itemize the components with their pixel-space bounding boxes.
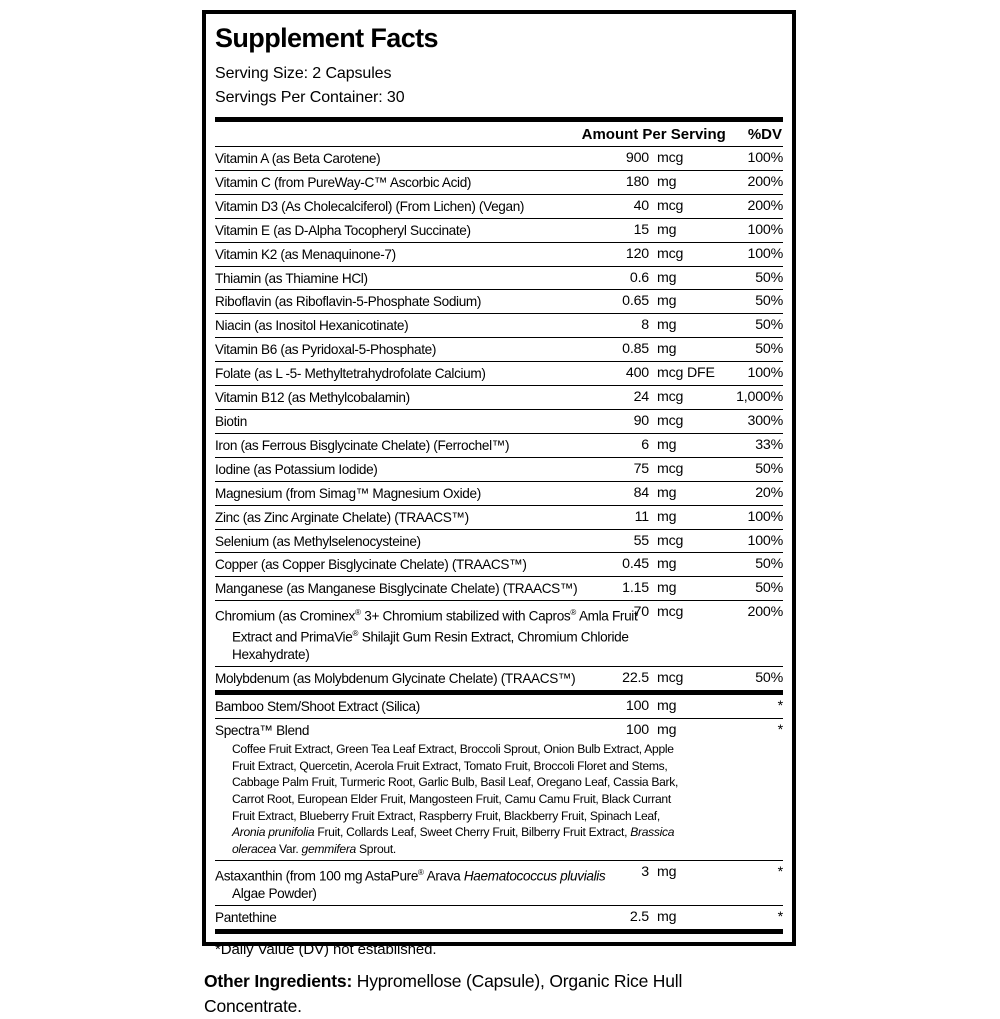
amount-value: 120 xyxy=(625,245,649,262)
ingredient-name: Selenium (as Methylselenocysteine) xyxy=(215,533,421,549)
ingredient-name: Vitamin A (as Beta Carotene) xyxy=(215,151,381,166)
supplement-facts-panel xyxy=(202,10,796,958)
amount-value: 100 xyxy=(625,697,649,714)
ingredient-name-cell xyxy=(215,198,599,215)
daily-value: 100% xyxy=(747,245,783,262)
ingredient-name: Pantethine xyxy=(215,909,277,925)
daily-value: 100% xyxy=(747,365,783,382)
amount-value: 180 xyxy=(625,173,649,190)
amount-value: 900 xyxy=(625,150,649,166)
table-row xyxy=(215,695,783,719)
ingredient-name-cell xyxy=(215,174,599,191)
ingredient-name-cell xyxy=(215,389,599,406)
ingredient-name-cell xyxy=(215,270,599,287)
table-row xyxy=(215,482,783,506)
ingredient-name-cell xyxy=(215,509,599,526)
daily-value: 33% xyxy=(755,436,783,453)
amount-unit: mg xyxy=(657,269,677,286)
daily-value: 50% xyxy=(755,341,783,358)
ingredient-name-cell xyxy=(215,461,599,478)
table-row xyxy=(215,861,783,906)
table-row xyxy=(215,314,783,338)
table-row xyxy=(215,601,783,667)
daily-value: 300% xyxy=(747,412,783,429)
table-row xyxy=(215,362,783,386)
ingredient-name: Copper (as Copper Bisglycinate Chelate) (TRAACS™) xyxy=(215,557,527,573)
ingredient-name: Spectra™ Blend xyxy=(215,722,310,738)
other-ingredients xyxy=(204,969,744,1019)
amount-unit: mcg xyxy=(657,532,684,549)
amount-value: 70 xyxy=(633,604,649,621)
daily-value: 1,000% xyxy=(736,389,783,406)
serving-size: Serving Size: 2 Capsules xyxy=(215,65,392,82)
ingredient-name-cell xyxy=(215,670,599,687)
ingredient-name: Niacin (as Inositol Hexanicotinate) xyxy=(215,318,409,334)
amount-unit: mg xyxy=(657,556,677,573)
amount-unit: mg xyxy=(657,908,677,925)
panel-title: Supplement Facts xyxy=(215,23,438,53)
amount-value: 11 xyxy=(634,508,649,525)
amount-unit: mg xyxy=(657,508,677,525)
ingredient-name: Astaxanthin (from 100 mg AstaPure® Arava Haematococcus pluvialis xyxy=(215,867,606,884)
daily-value: * xyxy=(777,908,783,925)
ingredient-name-cell xyxy=(215,580,599,597)
amount-unit: mg xyxy=(657,317,677,334)
table-row xyxy=(215,410,783,434)
ingredient-name: Iodine (as Potassium Iodide) xyxy=(215,461,378,477)
column-header-amount: Amount Per Serving xyxy=(581,126,726,143)
daily-value: 50% xyxy=(755,293,783,310)
amount-unit: mg xyxy=(657,484,677,501)
ingredient-name-cell xyxy=(215,604,638,663)
ingredient-name-cell xyxy=(215,485,599,502)
amount-value: 15 xyxy=(633,221,649,238)
daily-value: 50% xyxy=(755,269,783,286)
amount-value: 8 xyxy=(641,317,649,334)
amount-unit: mg xyxy=(657,221,677,238)
daily-value: * xyxy=(777,863,783,880)
table-row xyxy=(215,147,783,171)
ingredient-name: Iron (as Ferrous Bisglycinate Chelate) (Ferrochel™) xyxy=(215,437,510,453)
amount-value: 75 xyxy=(633,460,649,477)
ingredient-name: Manganese (as Manganese Bisglycinate Chelate) (TRAACS™) xyxy=(215,581,578,597)
amount-unit: mg xyxy=(657,436,677,453)
daily-value: 100% xyxy=(747,508,783,525)
ingredient-name: Vitamin B6 (as Pyridoxal-5-Phosphate) xyxy=(215,342,437,358)
daily-value: 50% xyxy=(755,670,783,686)
other-ingredients-text: Hypromellose (Capsule), Organic Rice Hull Concentrate. xyxy=(204,970,683,1016)
amount-value: 0.45 xyxy=(622,556,649,573)
daily-value-footnote: *Daily Value (DV) not established. xyxy=(215,940,437,958)
table-row xyxy=(215,434,783,458)
table-row xyxy=(215,577,783,601)
ingredient-name: Folate (as L -5- Methyltetrahydrofolate Calcium) xyxy=(215,366,486,382)
ingredient-name: Vitamin E (as D-Alpha Tocopheryl Succinate) xyxy=(215,222,471,238)
ingredient-name: Vitamin C (from PureWay-C™ Ascorbic Acid) xyxy=(215,174,472,190)
ingredient-name-continued: Extract and PrimaVie® Shilajit Gum Resin Extract, Chromium Chloride xyxy=(232,629,629,645)
amount-unit: mcg xyxy=(657,389,684,406)
table-row xyxy=(215,719,783,861)
table-row xyxy=(215,506,783,530)
amount-unit: mcg xyxy=(657,197,684,214)
ingredient-name: Biotin xyxy=(215,413,247,429)
ingredient-name-continued: Algae Powder) xyxy=(232,885,317,901)
amount-value: 22.5 xyxy=(622,670,649,686)
daily-value: 50% xyxy=(755,317,783,334)
nutrient-table xyxy=(215,147,783,934)
amount-unit: mg xyxy=(657,721,677,738)
ingredient-name-cell xyxy=(215,317,599,334)
ingredient-name-cell xyxy=(215,341,599,358)
table-row xyxy=(215,458,783,482)
ingredient-name-cell xyxy=(215,437,599,454)
ingredient-name-cell xyxy=(215,150,599,167)
amount-value: 40 xyxy=(633,197,649,214)
column-header-dv: %DV xyxy=(747,126,782,143)
ingredient-name-cell xyxy=(215,909,599,926)
table-row xyxy=(215,338,783,362)
amount-unit: mg xyxy=(657,293,677,310)
daily-value: 50% xyxy=(755,556,783,573)
ingredient-name: Vitamin D3 (As Cholecalciferol) (From Lichen) (Vegan) xyxy=(215,198,525,214)
ingredient-name-cell xyxy=(215,293,599,310)
table-row xyxy=(215,386,783,410)
ingredient-name: Thiamin (as Thiamine HCl) xyxy=(215,270,368,286)
table-row xyxy=(215,553,783,577)
amount-value: 400 xyxy=(625,365,649,382)
ingredient-name-cell xyxy=(215,864,606,902)
ingredient-name-cell xyxy=(215,365,599,382)
daily-value: * xyxy=(777,721,783,738)
amount-unit: mcg xyxy=(657,460,684,477)
amount-value: 90 xyxy=(633,412,649,429)
ingredient-name-cell xyxy=(215,533,599,550)
table-row xyxy=(215,530,783,554)
table-row xyxy=(215,195,783,219)
amount-value: 84 xyxy=(633,484,649,501)
daily-value: 100% xyxy=(747,150,783,166)
ingredient-name: Riboflavin (as Riboflavin-5-Phosphate Sodium) xyxy=(215,294,482,310)
amount-unit: mg xyxy=(657,341,677,358)
ingredient-name-cell xyxy=(215,698,599,715)
other-ingredients-label: Other Ingredients: xyxy=(204,970,353,991)
table-header xyxy=(215,117,783,147)
table-row xyxy=(215,267,783,291)
daily-value: 200% xyxy=(747,197,783,214)
amount-value: 0.85 xyxy=(622,341,649,358)
ingredient-name: Vitamin B12 (as Methylcobalamin) xyxy=(215,390,410,406)
blend-ingredient-list: Coffee Fruit Extract, Green Tea Leaf Extract, Broccoli Sprout, Onion Bulb Extract, Apple Fruit Extract, Quercetin, Acerola Fruit Extract, Tomato Fruit, Broccoli Floret and Stems, Cabbage Palm Fruit, Turmeric Root, Garlic Bulb, Basil Leaf, Oregano Leaf, Cassia Bark, Carrot Root, European Elder Fruit, Mangosteen Fruit, Camu Camu Fruit, Black Currant Fruit Extract, Blueberry Fruit Extract, Raspberry Fruit, Blackberry Fruit, Spinach Leaf, Aronia prunifolia Fruit, Collards Leaf, Sweet Cherry Fruit, Bilberry Fruit Extract, Brassica oleracea Var. gemmifera Sprout. xyxy=(232,742,679,856)
daily-value: 200% xyxy=(747,173,783,190)
ingredient-name: Molybdenum (as Molybdenum Glycinate Chelate) (TRAACS™) xyxy=(215,671,576,686)
amount-unit: mcg xyxy=(657,245,684,262)
amount-value: 100 xyxy=(625,721,649,738)
ingredient-name-cell xyxy=(215,246,599,263)
table-row xyxy=(215,219,783,243)
table-row xyxy=(215,290,783,314)
daily-value: 200% xyxy=(747,604,783,621)
amount-unit: mcg DFE xyxy=(657,365,715,382)
daily-value: 50% xyxy=(755,580,783,597)
servings-per-container: Servings Per Container: 30 xyxy=(215,88,405,106)
amount-unit: mcg xyxy=(657,412,684,429)
table-row xyxy=(215,667,783,695)
amount-value: 0.6 xyxy=(629,269,649,286)
amount-unit: mcg xyxy=(657,604,684,621)
daily-value: 100% xyxy=(747,221,783,238)
table-row xyxy=(215,171,783,195)
ingredient-name: Magnesium (from Simag™ Magnesium Oxide) xyxy=(215,485,481,501)
amount-value: 2.5 xyxy=(629,908,649,925)
amount-unit: mcg xyxy=(657,670,684,686)
amount-unit: mcg xyxy=(657,150,684,166)
table-row xyxy=(215,243,783,267)
ingredient-name: Zinc (as Zinc Arginate Chelate) (TRAACS™) xyxy=(215,509,469,525)
amount-value: 3 xyxy=(641,863,649,880)
ingredient-name-continued: Hexahydrate) xyxy=(232,647,310,663)
amount-value: 55 xyxy=(633,532,649,549)
ingredient-name-cell xyxy=(215,413,599,430)
amount-value: 6 xyxy=(641,436,649,453)
daily-value: 50% xyxy=(755,460,783,477)
amount-value: 1.15 xyxy=(622,580,649,597)
amount-unit: mg xyxy=(657,173,677,190)
amount-value: 24 xyxy=(633,389,649,406)
ingredient-name: Bamboo Stem/Shoot Extract (Silica) xyxy=(215,698,420,714)
amount-value: 0.65 xyxy=(622,293,649,310)
ingredient-name: Vitamin K2 (as Menaquinone-7) xyxy=(215,246,396,262)
amount-unit: mg xyxy=(657,697,677,714)
table-row xyxy=(215,906,783,934)
ingredient-name-cell xyxy=(215,222,599,239)
amount-unit: mg xyxy=(657,580,677,597)
daily-value: 20% xyxy=(755,484,783,501)
amount-unit: mg xyxy=(657,863,677,880)
daily-value: 100% xyxy=(747,532,783,549)
daily-value: * xyxy=(777,697,783,714)
ingredient-name-cell xyxy=(215,556,599,573)
ingredient-name: Chromium (as Crominex® 3+ Chromium stabilized with Capros® Amla Fruit xyxy=(215,608,638,624)
